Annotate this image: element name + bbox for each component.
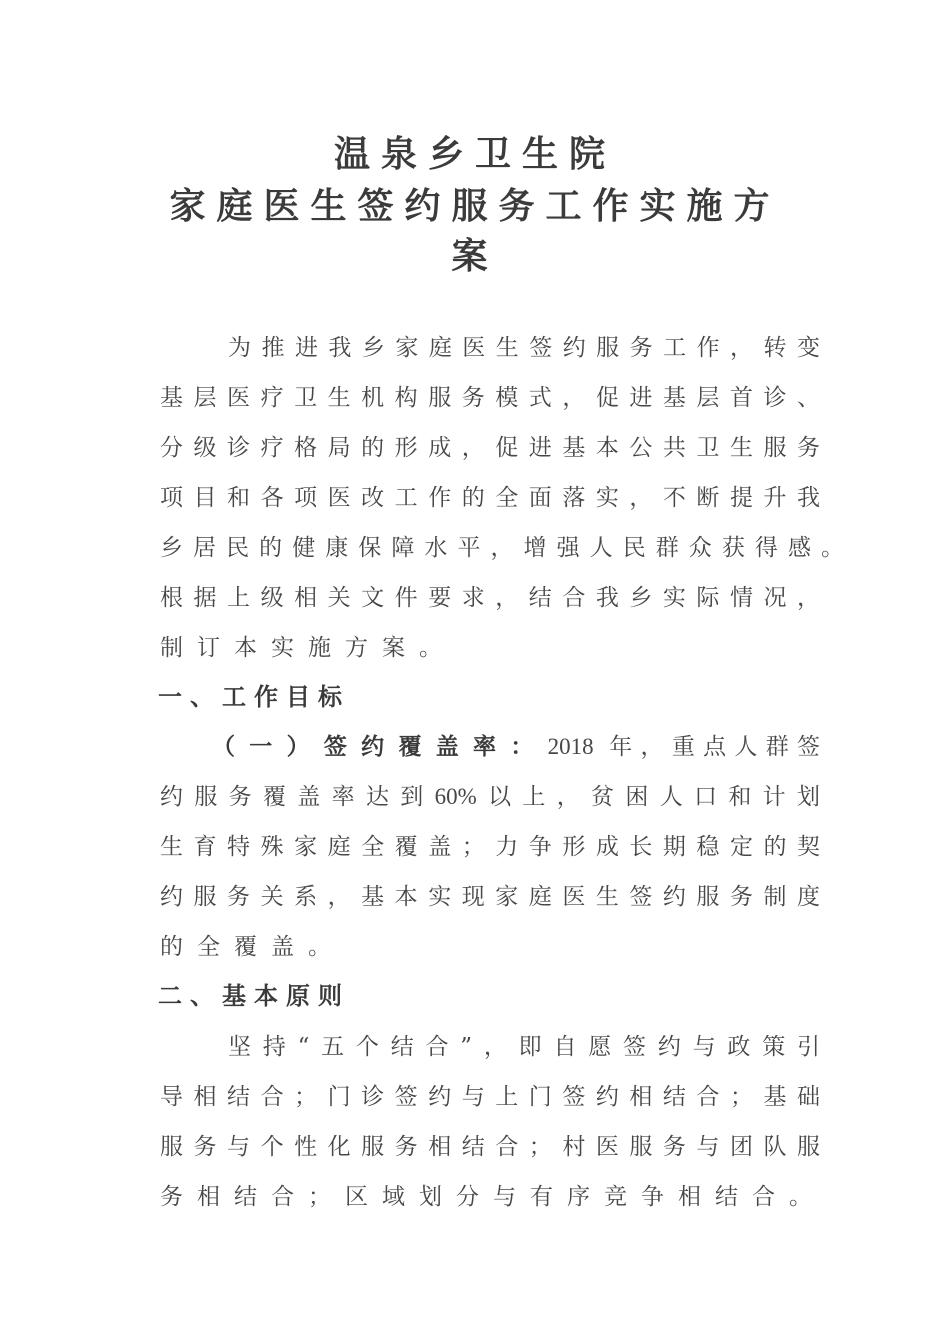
document-title-line-1: 温泉乡卫生院 [333,133,616,175]
section-heading-goals: 一、工作目标 [158,682,350,711]
goal-percent: 60% [434,784,477,809]
principle-line-1: 坚持“五个结合”，即自愿签约与政策引 [228,1034,820,1060]
goal-line-2-b: 以上，贫困人口和计划 [476,784,821,810]
principle-line-4: 务相结合；区域划分与有序竞争相结合。 [160,1184,826,1210]
goal-line-4: 约服务关系，基本实现家庭医生签约服务制度 [160,884,820,910]
intro-line-3: 分级诊疗格局的形成，促进基本公共卫生服务 [160,435,820,461]
goal-year: 2018 [547,734,594,759]
intro-line-6: 根据上级相关文件要求，结合我乡实际情况， [160,585,820,611]
intro-line-5: 乡居民的健康保障水平，增强人民群众获得感。 [160,535,844,561]
document-title-line-2: 家庭医生签约服务工作实施方 [169,185,781,227]
principle-line-2: 导相结合；门诊签约与上门签约相结合；基础 [160,1084,820,1110]
document-title-line-3: 案 [451,235,499,277]
goal-line-2 [160,782,820,812]
goal-line-5: 的全覆盖。 [160,934,345,960]
principle-line-3: 服务与个性化服务相结合；村医服务与团队服 [160,1134,820,1160]
section-heading-principles: 二、基本原则 [158,981,350,1010]
intro-line-7: 制订本实施方案。 [160,635,456,661]
goal-sub-label: （一）签约覆盖率： [212,733,548,760]
intro-line-2: 基层医疗卫生机构服务模式，促进基层首诊、 [160,385,820,411]
goal-line-2-a: 约服务覆盖率达到 [160,784,435,810]
goal-line-1-rest: 年，重点人群签 [609,734,821,760]
intro-line-4: 项目和各项医改工作的全面落实，不断提升我 [160,485,820,511]
goal-line-1 [212,732,820,762]
goal-line-3: 生育特殊家庭全覆盖；力争形成长期稳定的契 [160,834,820,860]
intro-line-1: 为推进我乡家庭医生签约服务工作，转变 [228,335,820,361]
